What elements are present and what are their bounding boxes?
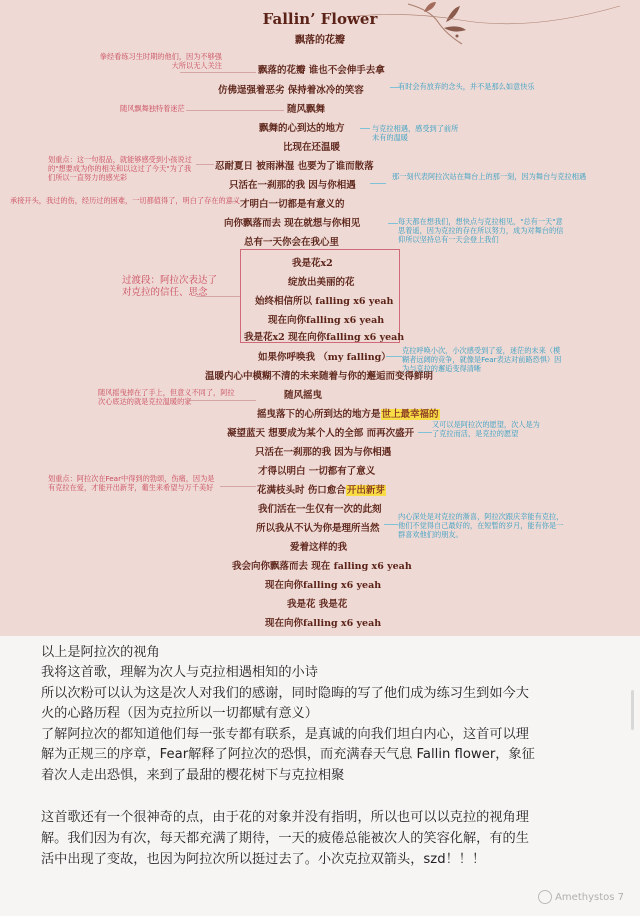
camera-icon [538, 890, 552, 904]
watermark [538, 890, 624, 904]
connector-line [360, 128, 370, 129]
lyric-highlight: 世上最幸福的 [381, 409, 439, 420]
lyric-line: 始终相信所以 falling x6 yeah [255, 296, 394, 307]
annotation-note: 随风摇曳掉在了手上，但意义不同了，阿拉次心底达的就是克拉温暖的家 [98, 388, 235, 406]
connector-line [196, 164, 214, 165]
connector-line [180, 72, 256, 73]
lyric-line-text: 摇曳落下的心所到达的地方是 [257, 409, 381, 420]
article-line: 这首歌还有一个很神奇的点，由于花的对象并没有指明，所以也可以以克拉的视角理 [41, 810, 529, 825]
annotation-note: 每天都在想我们，想快点与克拉相见，"总有一天"意思着遥，因为克拉的存在所以努力，成为对舞台的信仰所以坚持总有一天会登上我们 [398, 217, 564, 244]
connector-line [220, 486, 256, 487]
lyric-line [257, 482, 386, 496]
article-line: 所以次粉可以认为这是次人对我们的感谢，同时隐晦的写了他们成为练习生到如今大 [41, 686, 529, 701]
lyric-line: 随风飘舞 [287, 104, 326, 115]
lyric-line: 我是花 我是花 [287, 599, 348, 610]
annotation-note: 克拉呼唤小次，小次感受到了爱，迷茫的未来（模糊者远阔的竞争，就像是Fear表达对前路恐惧）因为与克拉的邂逅变得清晰 [402, 346, 562, 373]
connector-line [384, 524, 398, 525]
article-line: 了解阿拉次的都知道他们每一张专都有联系，是真诚的向我们坦白内心，这首可以理 [41, 727, 529, 742]
annotation-note: 拳经看练习生时期的他们，因为不够强大所以无人关注 [99, 52, 222, 70]
connector-line [370, 183, 386, 184]
lyric-line: 现在向你falling x6 yeah [265, 618, 382, 629]
annotation-note: 过渡段：阿拉次表达了对克拉的信任、思念 [122, 275, 218, 298]
annotation-note: 承接开头，我过的伤，经历过的困难，一切都值得了，明白了存在的意义 [10, 196, 241, 205]
lyric-line: 总有一天你会在我心里 [244, 237, 340, 248]
lyric-line: 现在向你falling x6 yeah [268, 315, 385, 326]
scrollbar[interactable] [631, 690, 634, 730]
lyric-line: 我会向你飘落而去 现在 falling x6 yeah [232, 561, 412, 572]
lyric-line: 现在向你falling x6 yeah [265, 580, 382, 591]
lyric-line-text: 花满枝头时 伤口愈合 [257, 485, 346, 496]
connector-line [418, 432, 432, 433]
lyric-line: 绽放出美丽的花 [288, 277, 355, 288]
lyric-line: 飘舞的心到达的地方 [259, 123, 345, 134]
lyric-line: 所以我从不认为你是理所当然 [256, 523, 380, 534]
annotation-note: 与克拉相遇，感受到了前所未有的温暖 [372, 124, 459, 142]
annotation-note: 那一刻代表阿拉次站在舞台上的那一刻，因为舞台与克拉相遇 [392, 172, 587, 181]
lyric-line: 我是花x2 [292, 258, 333, 269]
watermark-text: Amethystos 7 [555, 891, 624, 903]
article-line: 解为正规三的序章，Fear解释了阿拉次的恐惧，而充满春天气息 Fallin flower，象征 [41, 747, 535, 762]
lyric-line: 比现在还温暖 [283, 142, 341, 153]
lyric-line: 飘落的花瓣 谁也不会伸手去拿 [258, 65, 385, 76]
lyric-line: 才得以明白 一切都有了意义 [258, 466, 376, 477]
song-subtitle: 飘落的花瓣 [295, 35, 345, 46]
lyric-line: 我们活在一生仅有一次的此刻 [258, 504, 382, 515]
lyric-highlight: 开出新芽 [346, 485, 385, 496]
lyric-line: 凝望蓝天 想要成为某个人的全部 而再次盛开 [227, 428, 415, 439]
annotation-note: 有时会有放弃的念头，并不是那么如意快乐 [398, 82, 535, 91]
song-title: Fallin’ Flower [262, 10, 378, 28]
connector-line [386, 356, 402, 357]
lyric-line [257, 406, 440, 420]
lyric-line: 如果你呼唤我 （my falling） [258, 352, 391, 363]
lyric-line: 我是花x2 现在向你falling x6 yeah [244, 332, 405, 343]
article-line: 活中出现了变故，也因为阿拉次所以挺过去了。小次克拉双箭头，szd！！！ [41, 852, 486, 867]
annotation-note: 又可以是阿拉次的愿望，次人是为了克拉而活，是克拉的愿望 [432, 420, 540, 438]
annotation-note: 划重点：阿拉次在Fear中得到的勃颂，伤痛，因为是有克拉在爱，才能开出新芽，葡生来希望与万千美好 [48, 474, 215, 492]
article-line: 着次人走出恐惧，来到了最甜的樱花树下与克拉相聚 [41, 768, 345, 783]
lyric-line: 随风摇曳 [284, 390, 323, 401]
annotation-note: 划重点：这一句很品，就能够感受到小孩说过的"想要成为你的相关和以这过了今天"为了我们所以一直努力的感光彩 [48, 155, 192, 182]
lyric-line: 仿佛逞强着恶劣 保持着冰冷的笑容 [218, 85, 364, 96]
article-line: 以上是阿拉次的视角 [41, 645, 160, 660]
lyric-line: 向你飘落而去 现在就想与你相见 [224, 218, 361, 229]
lyric-line: 爱着这样的我 [290, 542, 348, 553]
annotation-note: 内心深处是对克拉的渐喜，阿拉次跟庆幸能有克拉，他们不觉得自己最好的，在短暂的岁月，能有你是一群喜欢他们的朋友。 [398, 512, 564, 539]
article-line: 火的心路历程（因为克拉所以一切都赋有意义） [41, 706, 318, 721]
lyric-line: 只活在一刹那的我 因为与你相遇 [255, 447, 392, 458]
lyric-line: 才明白一切都是有意义的 [240, 199, 345, 210]
article-line: 我将这首歌，理解为次人与克拉相遇相知的小诗 [41, 665, 318, 680]
lyric-line: 忍耐夏日 被雨淋湿 也要为了谁而散落 [215, 161, 374, 172]
lyric-line: 温暖内心中模糊不清的未来随着与你的邂逅而变得鲜明 [205, 371, 434, 382]
lyric-line: 只活在一刹那的我 因与你相遇 [229, 180, 356, 191]
article-line: 解。我们因为有次，每天都充满了期待，一天的疲倦总能被次人的笑容化解，有的生 [41, 831, 529, 846]
annotation-note: 随风飘舞独特着迷茫 [120, 104, 185, 113]
connector-line [388, 223, 398, 224]
